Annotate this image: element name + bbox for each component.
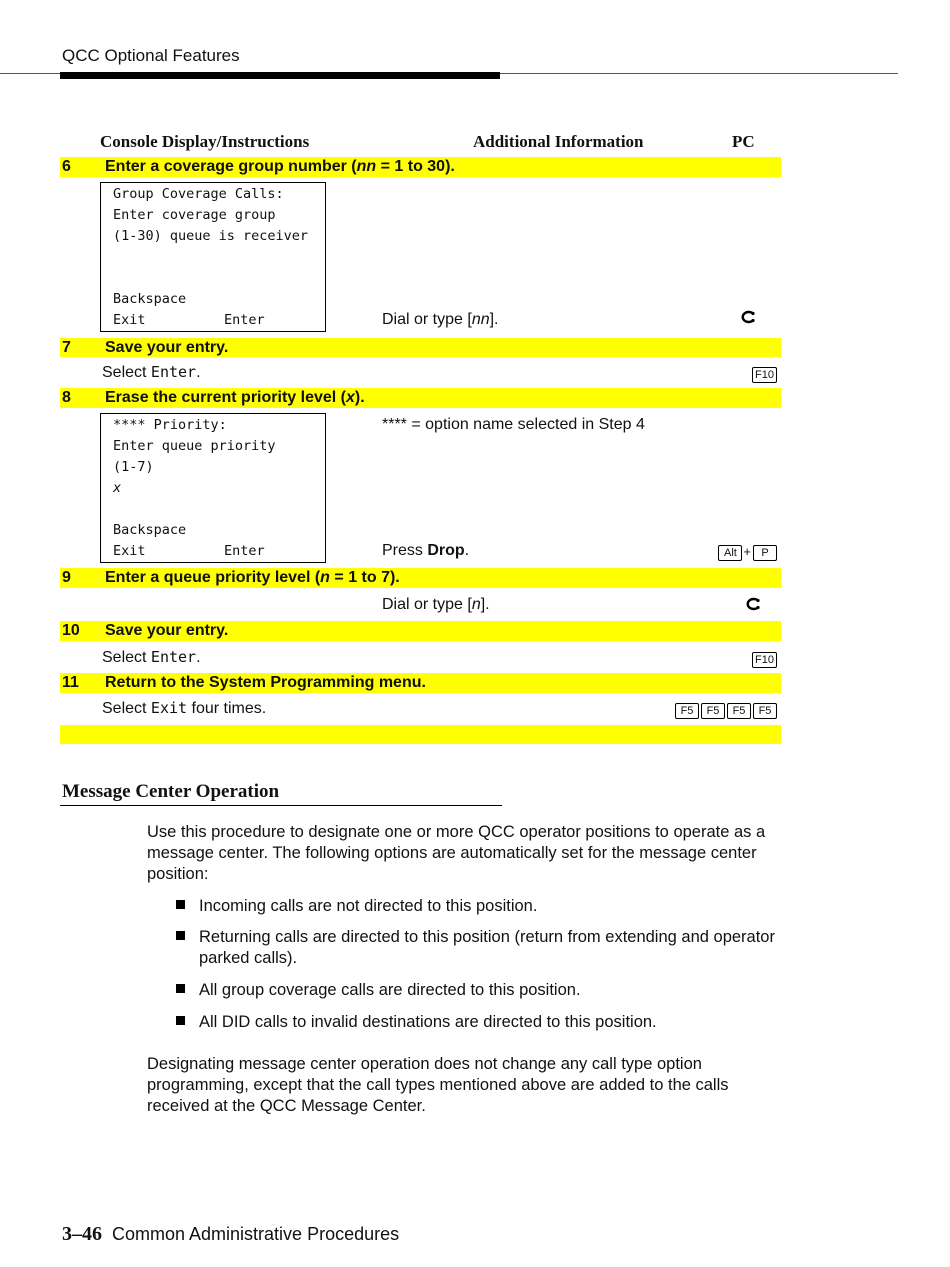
step-6-bar [60, 157, 781, 177]
intro-paragraph: Use this procedure to designate one or more QCC operator positions to operate as a message center. The following options are automatically set for the message center position: [147, 823, 766, 883]
select-enter-instruction: Select Enter. [102, 648, 201, 666]
dial-instruction: Dial or type [n]. [382, 596, 490, 613]
bullet-item: All group coverage calls are directed to this position. [199, 981, 581, 999]
step-instruction: Save your entry. [105, 622, 229, 639]
display-line: (1-7) [113, 459, 154, 475]
display-backspace-label: Backspace [113, 522, 187, 538]
option-note: **** = option name selected in Step 4 [382, 416, 645, 433]
closing-paragraph: Designating message center operation does not change any call type option programming, except that the call types mentioned above are added to the calls received at the QCC Message Center. [147, 1055, 729, 1115]
step-instruction: Enter a queue priority level (n = 1 to 7). [105, 569, 400, 586]
f10-key[interactable]: F10 [752, 652, 777, 668]
bullet-item: Incoming calls are not directed to this position. [199, 897, 538, 915]
display-exit-label: Exit [113, 312, 146, 328]
p-key[interactable]: P [753, 545, 777, 561]
step-number: 7 [62, 339, 71, 356]
display-line: Group Coverage Calls: [113, 186, 284, 202]
display-enter-label: Enter [224, 312, 265, 328]
select-enter-instruction: Select Enter. [102, 363, 201, 381]
dial-pad-icon [745, 596, 761, 612]
select-exit-instruction: Select Exit four times. [102, 699, 267, 717]
plus-sign: + [743, 544, 751, 559]
step-number: 10 [62, 622, 80, 639]
header-bar [60, 72, 500, 79]
alt-key[interactable]: Alt [718, 545, 742, 561]
step-number: 8 [62, 389, 71, 406]
page-footer [62, 1223, 399, 1246]
bullet-item: All DID calls to invalid destinations are directed to this position. [199, 1013, 657, 1031]
f5-key[interactable]: F5 [727, 703, 751, 719]
dial-instruction: Dial or type [nn]. [382, 311, 499, 328]
running-header: QCC Optional Features [62, 46, 240, 65]
display-backspace-label: Backspace [113, 291, 187, 307]
step-9-bar [60, 568, 781, 588]
column-heading-console: Console Display/Instructions [100, 132, 310, 151]
f10-key[interactable]: F10 [752, 367, 777, 383]
column-heading-pc: PC [732, 132, 755, 151]
step-number: 11 [62, 674, 79, 691]
display-line: (1-30) queue is receiver [113, 228, 309, 244]
pc-keys-alt-p [716, 543, 777, 561]
section-title: Message Center Operation [62, 781, 280, 802]
step-11-bar [60, 673, 781, 693]
step-instruction: Save your entry. [105, 339, 229, 356]
step-number: 6 [62, 158, 71, 175]
section-rule [60, 805, 502, 806]
bullet-square [176, 984, 185, 993]
f5-key[interactable]: F5 [675, 703, 699, 719]
step-instruction: Erase the current priority level (x). [105, 389, 365, 406]
step-number: 9 [62, 569, 71, 586]
press-drop-instruction: Press Drop. [382, 542, 470, 559]
step-instruction: Enter a coverage group number (nn = 1 to 30). [105, 158, 455, 175]
column-heading-info: Additional Information [473, 132, 644, 151]
display-exit-label: Exit [113, 543, 146, 559]
bullet-square [176, 931, 185, 940]
pc-keys-f10 [750, 650, 777, 668]
f5-key[interactable]: F5 [701, 703, 725, 719]
display-enter-label: Enter [224, 543, 265, 559]
bullet-square [176, 1016, 185, 1025]
table-end-bar [60, 725, 781, 744]
footer-title: Common Administrative Procedures [112, 1224, 400, 1244]
page-number: 3–46 [62, 1223, 102, 1245]
step-10-bar [60, 621, 781, 641]
display-line: x [113, 480, 122, 496]
pc-keys-f10 [750, 365, 777, 383]
step-8-bar [60, 388, 781, 408]
dial-pad-icon [740, 309, 756, 325]
display-line: **** Priority: [113, 417, 227, 433]
bullet-square [176, 900, 185, 909]
display-line: Enter queue priority [113, 438, 276, 454]
bullet-item: Returning calls are directed to this position (return from extending and operator parked calls). [199, 928, 775, 967]
step-7-bar [60, 338, 781, 357]
pc-keys-f5-x4 [673, 701, 777, 719]
console-display-priority [100, 413, 326, 563]
display-line: Enter coverage group [113, 207, 276, 223]
f5-key[interactable]: F5 [753, 703, 777, 719]
step-instruction: Return to the System Programming menu. [105, 674, 426, 691]
console-display-coverage [100, 182, 326, 332]
